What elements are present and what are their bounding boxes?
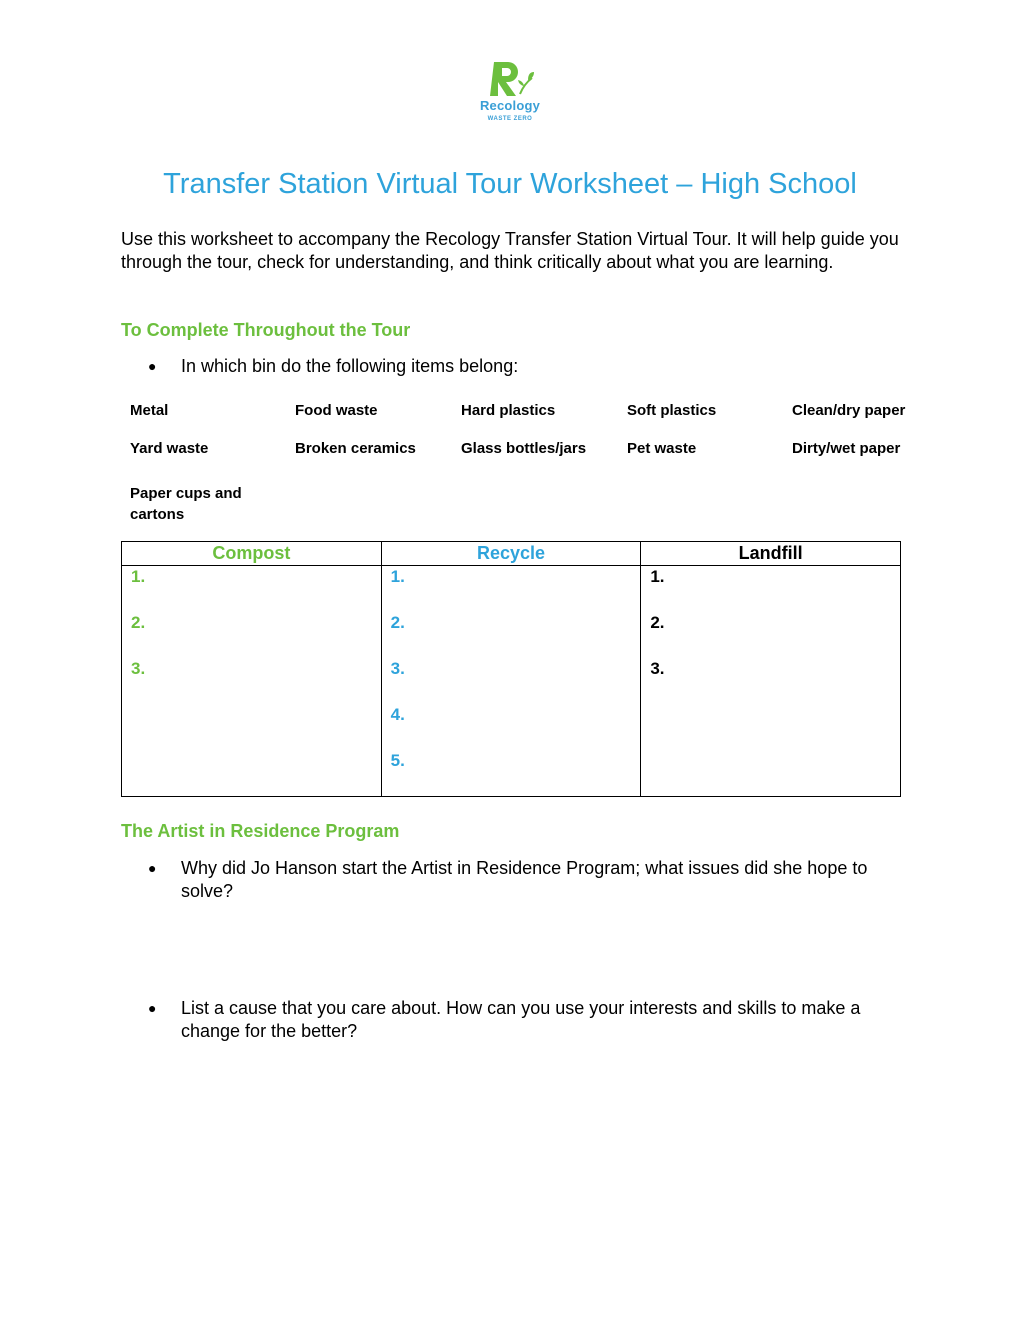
logo-wordmark: Recology xyxy=(479,98,541,113)
recycle-header: Recycle xyxy=(381,542,641,566)
recycle-column[interactable] xyxy=(381,566,641,797)
recycle-slot-3[interactable]: 3. xyxy=(390,659,405,678)
page-title: Transfer Station Virtual Tour Worksheet – High School xyxy=(163,168,857,200)
item-food-waste: Food waste xyxy=(295,402,378,419)
bullet-icon: ● xyxy=(148,860,157,876)
recycle-slot-5[interactable]: 5. xyxy=(390,751,405,770)
logo-tagline: WASTE ZERO xyxy=(487,116,533,122)
landfill-slot-3[interactable]: 3. xyxy=(650,659,665,678)
item-clean-dry-paper: Clean/dry paper xyxy=(792,402,906,419)
recology-logo xyxy=(470,58,550,130)
compost-slot-1[interactable]: 1. xyxy=(131,567,146,586)
compost-column[interactable] xyxy=(122,566,382,797)
intro-paragraph: Use this worksheet to accompany the Recology Transfer Station Virtual Tour. It will help guide you through the tour, check for understanding, and think critically about what you are learning. xyxy=(121,229,899,272)
section-heading-tour: To Complete Throughout the Tour xyxy=(121,320,411,340)
landfill-slot-1[interactable]: 1. xyxy=(650,567,665,586)
item-pet-waste: Pet waste xyxy=(627,440,697,457)
compost-header: Compost xyxy=(122,542,382,566)
item-glass-bottles-jars: Glass bottles/jars xyxy=(461,440,587,457)
item-soft-plastics: Soft plastics xyxy=(627,402,717,419)
bin-sorting-table xyxy=(121,541,901,797)
compost-slot-2[interactable]: 2. xyxy=(131,613,146,632)
bullet-icon: ● xyxy=(148,358,157,374)
item-yard-waste: Yard waste xyxy=(130,440,209,457)
item-broken-ceramics: Broken ceramics xyxy=(295,440,416,457)
item-paper-cups-cartons: Paper cups and cartons xyxy=(130,485,242,523)
compost-slot-3[interactable]: 3. xyxy=(131,659,146,678)
recycle-slot-4[interactable]: 4. xyxy=(390,705,405,724)
recology-r-icon xyxy=(470,58,550,98)
bullet-icon: ● xyxy=(148,1000,157,1016)
landfill-column[interactable] xyxy=(641,566,901,797)
recycle-slot-1[interactable]: 1. xyxy=(390,567,405,586)
item-metal: Metal xyxy=(130,402,169,419)
item-dirty-wet-paper: Dirty/wet paper xyxy=(792,440,901,457)
recycle-slot-2[interactable]: 2. xyxy=(390,613,405,632)
landfill-header: Landfill xyxy=(641,542,901,566)
bullet-question-jo-hanson: ● Why did Jo Hanson start the Artist in Residence Program; what issues did she hope to solve? xyxy=(148,858,868,901)
section-heading-artist: The Artist in Residence Program xyxy=(121,821,400,841)
bullet-question-cause: ● List a cause that you care about. How can you use your interests and skills to make a change for the better? xyxy=(148,998,861,1041)
landfill-slot-2[interactable]: 2. xyxy=(650,613,665,632)
item-hard-plastics: Hard plastics xyxy=(461,402,556,419)
